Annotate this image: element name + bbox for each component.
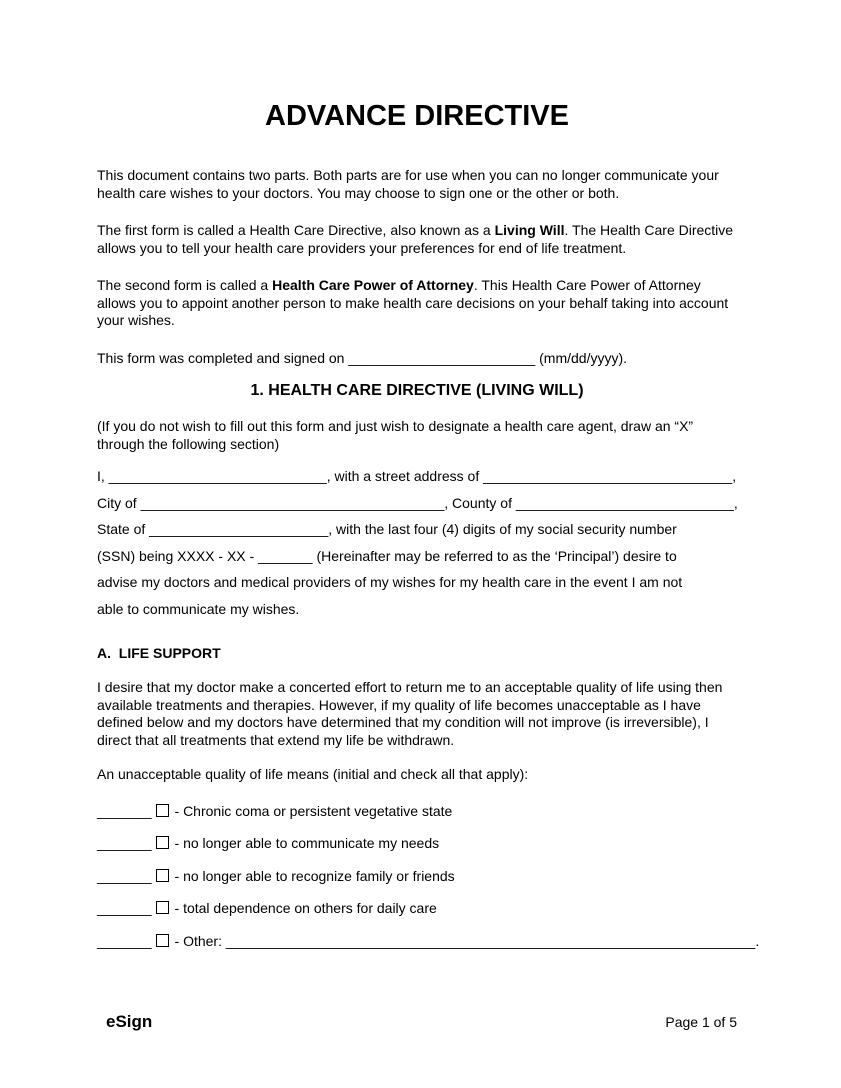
initials-blank[interactable]: _______ bbox=[97, 867, 152, 884]
option-label: - Chronic coma or persistent vegetative state bbox=[174, 802, 453, 819]
signed-line-text: This form was completed and signed on bbox=[97, 349, 349, 366]
option-label: - Other: bbox=[174, 932, 226, 949]
identity-line-2 bbox=[97, 490, 737, 517]
esign-logo: eSign bbox=[106, 1012, 153, 1031]
line-text: , bbox=[733, 494, 738, 511]
power-of-attorney-bold-text: Health Care Power of Attorney bbox=[272, 277, 474, 293]
city-blank[interactable]: _______________________________________ bbox=[140, 494, 445, 511]
checkbox-icon[interactable] bbox=[156, 804, 169, 817]
paragraph-text: The first form is called a Health Care Directive, also known as a bbox=[97, 222, 495, 238]
date-signed-blank[interactable]: ________________________ bbox=[348, 349, 536, 366]
intro-paragraph-3 bbox=[97, 277, 737, 330]
option-label: - total dependence on others for daily care bbox=[174, 900, 437, 916]
identity-line-3 bbox=[97, 516, 737, 543]
checkbox-icon[interactable] bbox=[156, 901, 169, 914]
intro-paragraph-2 bbox=[97, 222, 737, 257]
option-label: - no longer able to recognize family or friends bbox=[174, 867, 455, 884]
line-text: , with a street address of bbox=[326, 468, 484, 484]
instruction-note: (If you do not wish to fill out this form and just wish to designate a health care agent, draw an “X” through the following section) bbox=[97, 418, 694, 452]
initials-blank[interactable]: _______ bbox=[97, 932, 152, 949]
paragraph-text: . This Health Care Power of Attorney allows you to appoint another person to make health care decisions on your behalf taking into account your wishes. bbox=[97, 277, 733, 328]
initials-blank[interactable]: _______ bbox=[97, 835, 152, 851]
line-text: I, bbox=[97, 468, 109, 484]
line-text: State of bbox=[97, 521, 150, 537]
line-text: , with the last four (4) digits of my social security number bbox=[328, 521, 677, 537]
intro-paragraph-1: This document contains two parts. Both parts are for use when you can no longer communicate your health care wishes to your doctors. You may choose to sign one or the other or both. bbox=[97, 167, 719, 201]
page-footer bbox=[97, 1012, 737, 1032]
identity-line-4 bbox=[97, 543, 737, 570]
living-will-bold-text: Living Will bbox=[494, 222, 565, 238]
identity-line-5: advise my doctors and medical providers of my wishes for my health care in the event I am not bbox=[97, 574, 683, 590]
signed-date-line bbox=[97, 350, 737, 368]
identity-line-1 bbox=[97, 463, 737, 490]
checkbox-icon[interactable] bbox=[156, 836, 169, 849]
ssn-last4-blank[interactable]: _______ bbox=[258, 547, 313, 564]
paragraph-text: . The Health Care Directive allows you to tell your health care providers your preferences for end of life treatment. bbox=[97, 222, 737, 256]
date-format-hint: (mm/dd/yyyy). bbox=[535, 349, 628, 366]
line-text: , County of bbox=[444, 494, 516, 511]
line-text: (SSN) being XXXX - XX - bbox=[97, 547, 259, 564]
option-label: - no longer able to communicate my needs bbox=[174, 835, 440, 851]
initials-blank[interactable]: _______ bbox=[97, 900, 152, 916]
line-text: (Hereinafter may be referred to as the ‘Principal’) desire to bbox=[312, 547, 677, 564]
life-support-options bbox=[97, 802, 760, 951]
initials-blank[interactable]: _______ bbox=[97, 802, 152, 819]
life-support-paragraph: I desire that my doctor make a concerted effort to return me to an acceptable quality of life using then available treatments and therapies. However, if my quality of life becomes unacceptable as I have defined below and my doctors have determined that my condition will not improve (is irreversible), I direct that all treatments that extend my life be withdrawn. bbox=[97, 679, 723, 748]
option-row bbox=[97, 900, 737, 918]
section-1-heading: 1. HEALTH CARE DIRECTIVE (LIVING WILL) bbox=[250, 382, 584, 399]
line-text: , bbox=[732, 468, 737, 484]
checkbox-icon[interactable] bbox=[156, 869, 169, 882]
life-support-heading: A. LIFE SUPPORT bbox=[97, 645, 221, 661]
identity-block bbox=[97, 463, 737, 622]
option-row bbox=[97, 868, 737, 886]
state-blank[interactable]: _______________________ bbox=[149, 521, 329, 537]
identity-line-6: able to communicate my wishes. bbox=[97, 600, 300, 617]
line-text: City of bbox=[97, 494, 141, 511]
checkbox-icon[interactable] bbox=[156, 934, 169, 947]
county-blank[interactable]: ____________________________ bbox=[515, 494, 734, 511]
page-indicator: Page 1 of 5 bbox=[665, 1014, 737, 1030]
paragraph-text: The second form is called a bbox=[97, 277, 273, 293]
principal-name-blank[interactable]: ____________________________ bbox=[108, 468, 327, 484]
street-address-blank[interactable]: ________________________________ bbox=[483, 468, 733, 484]
option-row bbox=[97, 835, 737, 853]
options-prompt: An unacceptable quality of life means (initial and check all that apply): bbox=[97, 766, 529, 782]
option-row-other bbox=[97, 932, 760, 951]
other-description-blank[interactable]: ____________________________________________________________________. bbox=[225, 932, 760, 949]
option-row bbox=[97, 803, 737, 821]
page-title: ADVANCE DIRECTIVE bbox=[265, 100, 569, 132]
